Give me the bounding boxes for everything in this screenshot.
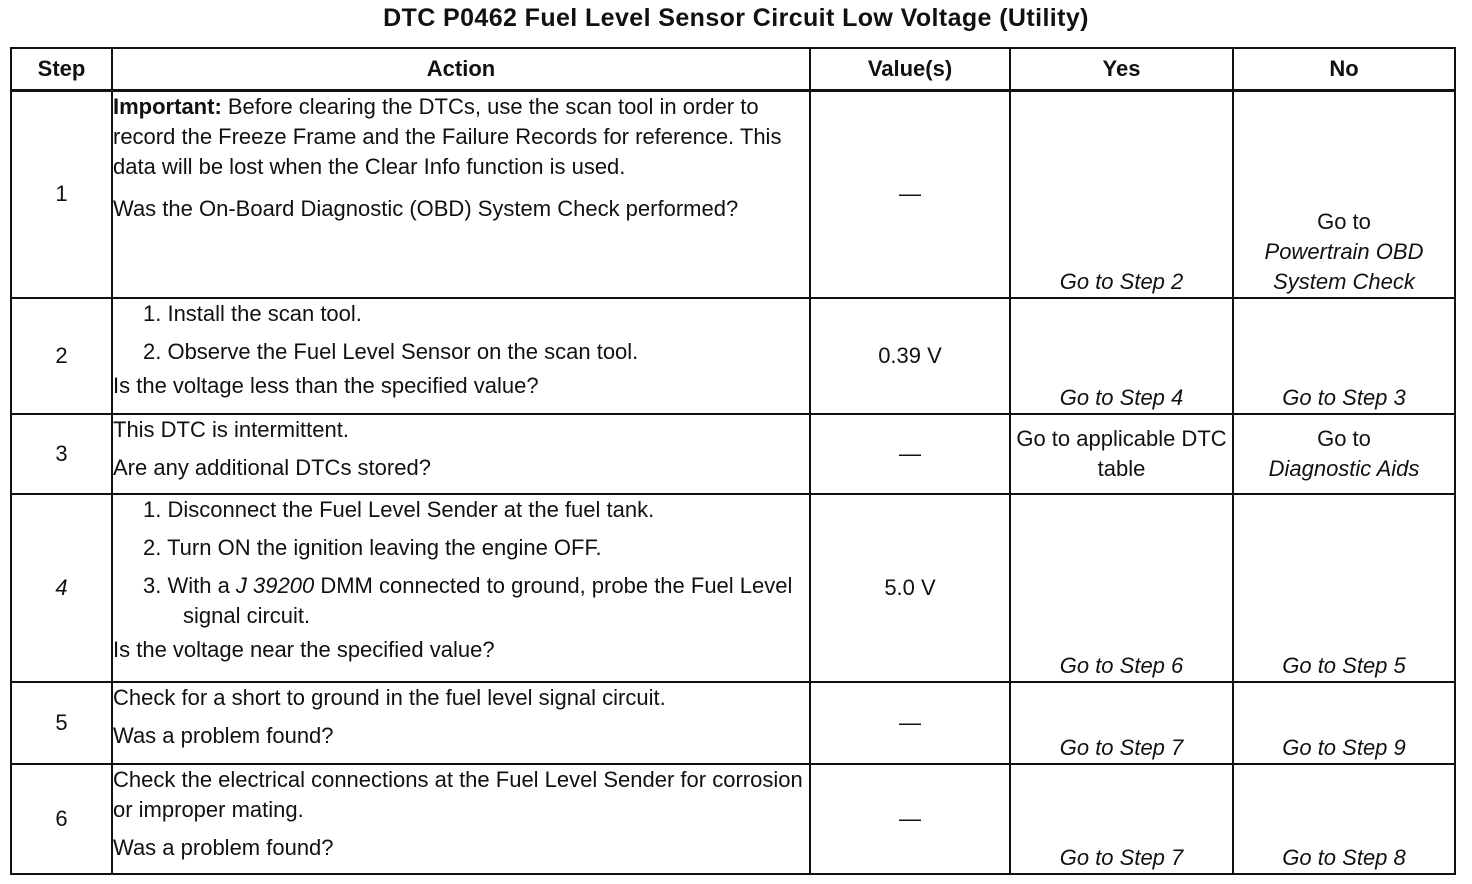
action-question: Was a problem found? — [113, 722, 334, 748]
no-cell — [1233, 414, 1455, 494]
dtc-table — [10, 47, 1456, 875]
substep-text: DMM connected to ground, probe the Fuel Level signal circuit. — [183, 572, 793, 628]
no-text-line1: Go to — [1317, 425, 1371, 451]
substep-item: 2. Observe the Fuel Level Sensor on the scan tool. — [143, 338, 639, 364]
table-row-step-4 — [11, 494, 1455, 682]
value-cell: — — [810, 764, 1010, 874]
step-number: 3 — [11, 414, 112, 494]
value-cell: 0.39 V — [810, 298, 1010, 414]
value-cell: — — [810, 91, 1010, 298]
substep-list — [113, 495, 809, 631]
table-row-step-1 — [11, 91, 1455, 298]
no-text-line2: Powertrain OBD System Check — [1264, 238, 1424, 294]
header-no: No — [1233, 48, 1455, 91]
substep-text: 3. With a — [143, 572, 236, 598]
step-number: 4 — [11, 494, 112, 682]
action-cell — [112, 298, 810, 414]
no-text-line2: Diagnostic Aids — [1268, 455, 1420, 481]
substep-list — [113, 299, 809, 367]
yes-cell: Go to Step 4 — [1010, 298, 1233, 414]
important-text: Before clearing the DTCs, use the scan tool in order to record the Freeze Frame and the Failure Records for reference. This data will be lost when the Clear Info function is used. — [113, 94, 782, 179]
yes-cell: Go to applicable DTC table — [1010, 414, 1233, 494]
value-cell: — — [810, 682, 1010, 764]
table-row-step-2 — [11, 298, 1455, 414]
yes-cell: Go to Step 7 — [1010, 764, 1233, 874]
tool-name: J 39200 — [235, 572, 315, 598]
no-cell: Go to Step 3 — [1233, 298, 1455, 414]
header-values: Value(s) — [810, 48, 1010, 91]
substep-item — [113, 571, 809, 631]
table-row-step-3 — [11, 414, 1455, 494]
action-text: Check the electrical connections at the Fuel Level Sender for corrosion or improper mating. — [113, 766, 803, 822]
action-cell — [112, 494, 810, 682]
substep-item: 1. Disconnect the Fuel Level Sender at the fuel tank. — [143, 496, 655, 522]
action-cell — [112, 682, 810, 764]
substep-item: 2. Turn ON the ignition leaving the engine OFF. — [143, 534, 602, 560]
value-cell: — — [810, 414, 1010, 494]
no-cell: Go to Step 9 — [1233, 682, 1455, 764]
value-cell: 5.0 V — [810, 494, 1010, 682]
action-question: Was the On-Board Diagnostic (OBD) System Check performed? — [113, 196, 739, 221]
action-question: Are any additional DTCs stored? — [113, 454, 431, 480]
yes-cell: Go to Step 7 — [1010, 682, 1233, 764]
action-cell — [112, 91, 810, 298]
important-note — [113, 92, 809, 182]
step-number: 1 — [11, 91, 112, 298]
action-cell — [112, 764, 810, 874]
step-number: 6 — [11, 764, 112, 874]
action-question: Is the voltage less than the specified value? — [113, 372, 539, 398]
action-text: This DTC is intermittent. — [113, 416, 349, 442]
yes-cell: Go to Step 2 — [1010, 91, 1233, 298]
page-title: DTC P0462 Fuel Level Sensor Circuit Low Voltage (Utility) — [383, 4, 1089, 32]
no-cell: Go to Step 5 — [1233, 494, 1455, 682]
important-label: Important: — [113, 94, 222, 119]
action-cell — [112, 414, 810, 494]
step-number: 5 — [11, 682, 112, 764]
table-row-step-5 — [11, 682, 1455, 764]
step-number: 2 — [11, 298, 112, 414]
header-yes: Yes — [1010, 48, 1233, 91]
header-action: Action — [112, 48, 810, 91]
table-row-step-6 — [11, 764, 1455, 874]
action-text: Check for a short to ground in the fuel level signal circuit. — [113, 684, 666, 710]
no-cell — [1233, 91, 1455, 298]
substep-item: 1. Install the scan tool. — [143, 300, 362, 326]
action-question: Is the voltage near the specified value? — [113, 636, 495, 662]
no-text-line1: Go to — [1317, 208, 1371, 234]
header-step: Step — [11, 48, 112, 91]
header-row — [11, 48, 1455, 91]
action-question: Was a problem found? — [113, 834, 334, 860]
no-cell: Go to Step 8 — [1233, 764, 1455, 874]
yes-cell: Go to Step 6 — [1010, 494, 1233, 682]
